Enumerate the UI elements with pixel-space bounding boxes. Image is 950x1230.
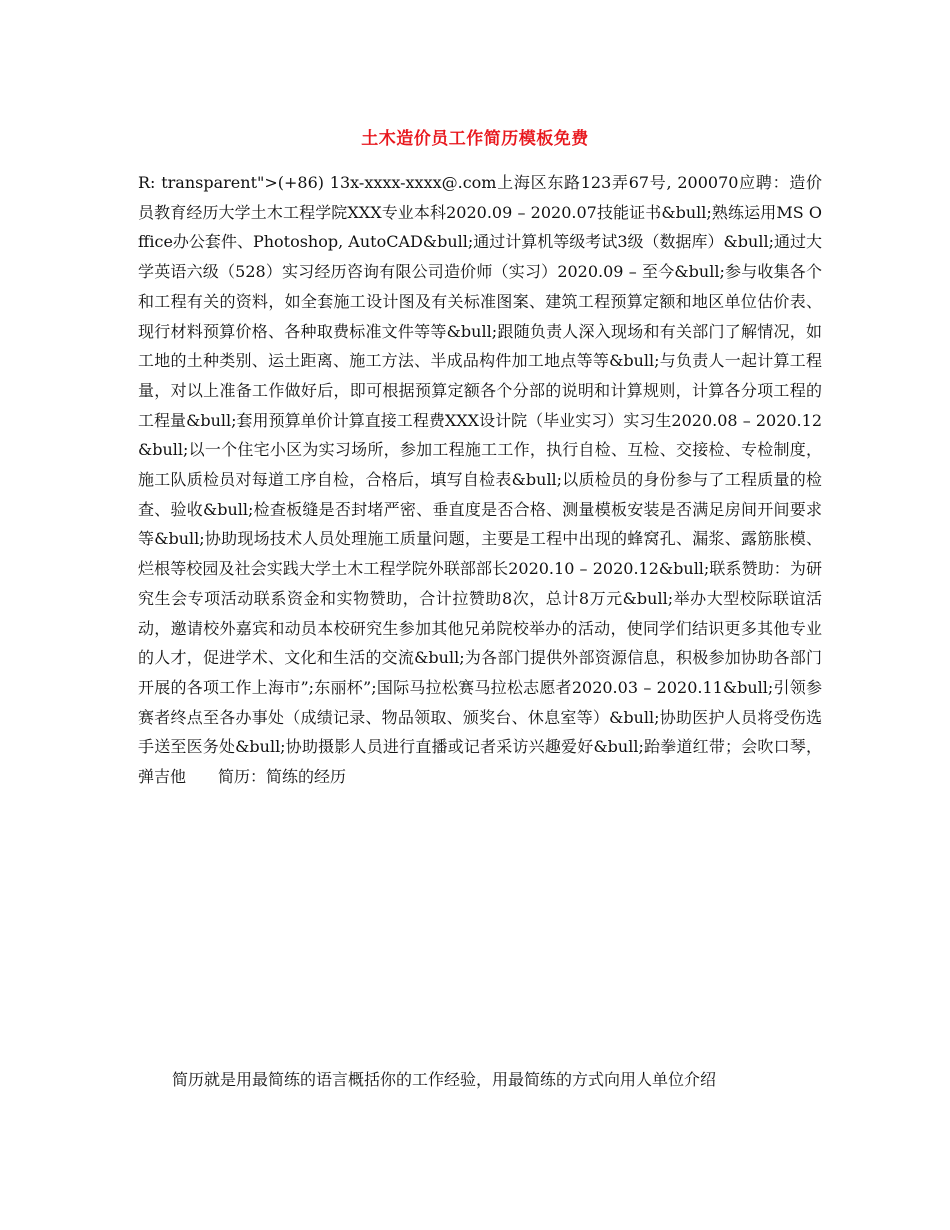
document-paragraph-resume-body: R: transparent">(+86) 13x-xxxx-xxxx@.com上海区东路123弄67号, 200070应聘：造价员教育经历大学土木工程学院XXX专业本科2020.09 – 2020.07技能证书&bull;熟练运用MS Office办公套件、Photoshop, AutoCAD&bull;通过计算机等级考试3级（数据库）&bull;通过大学英语六级（528）实习经历咨询有限公司造价师（实习）2020.09 – 至今&bull;参与收集各个和工程有关的资料，如全套施工设计图及有关标准图案、建筑工程预算定额和地区单位估价表、现行材料预算价格、各种取费标准文件等等&bull;跟随负责人深入现场和有关部门了解情况，如工地的土种类别、运土距离、施工方法、半成品构件加工地点等等&bull;与负责人一起计算工程量，对以上准备工作做好后，即可根据预算定额各个分部的说明和计算规则，计算各分项工程的工程量&bull;套用预算单价计算直接工程费XXX设计院（毕业实习）实习生2020.08 – 2020.12&bull;以一个住宅小区为实习场所，参加工程施工工作，执行自检、互检、交接检、专检制度，施工队质检员对每道工序自检，合格后，填写自检表&bull;以质检员的身份参与了工程质量的检查、验收&bull;检查板缝是否封堵严密、垂直度是否合格、测量模板安装是否满足房间开间要求等&bull;协助现场技术人员处理施工质量问题，主要是工程中出现的蜂窝孔、漏浆、露筋胀模、烂根等校园及社会实践大学土木工程学院外联部部长2020.10 – 2020.12&bull;联系赞助：为研究生会专项活动联系资金和实物赞助，合计拉赞助8次，总计8万元&bull;举办大型校际联谊活动，邀请校外嘉宾和动员本校研究生参加其他兄弟院校举办的活动，使同学们结识更多其他专业的人才，促进学术、文化和生活的交流&bull;为各部门提供外部资源信息，积极参加协助各部门开展的各项工作上海市”;东丽杯”;国际马拉松赛马拉松志愿者2020.03 – 2020.11&bull;引领参赛者终点至各办事处（成绩记录、物品领取、颁奖台、休息室等）&bull;协助医护人员将受伤选手送至医务处&bull;协助摄影人员进行直播或记者采访兴趣爱好&bull;跆拳道红带；会吹口琴，弹吉他 简历：简练的经历 xyxy=(138,173,822,787)
document-title: 土木造价员工作简历模板免费 xyxy=(361,129,589,149)
document-paragraph-intro: 简历就是用最简练的语言概括你的工作经验，用最简练的方式向用人单位介绍 xyxy=(172,1070,717,1089)
